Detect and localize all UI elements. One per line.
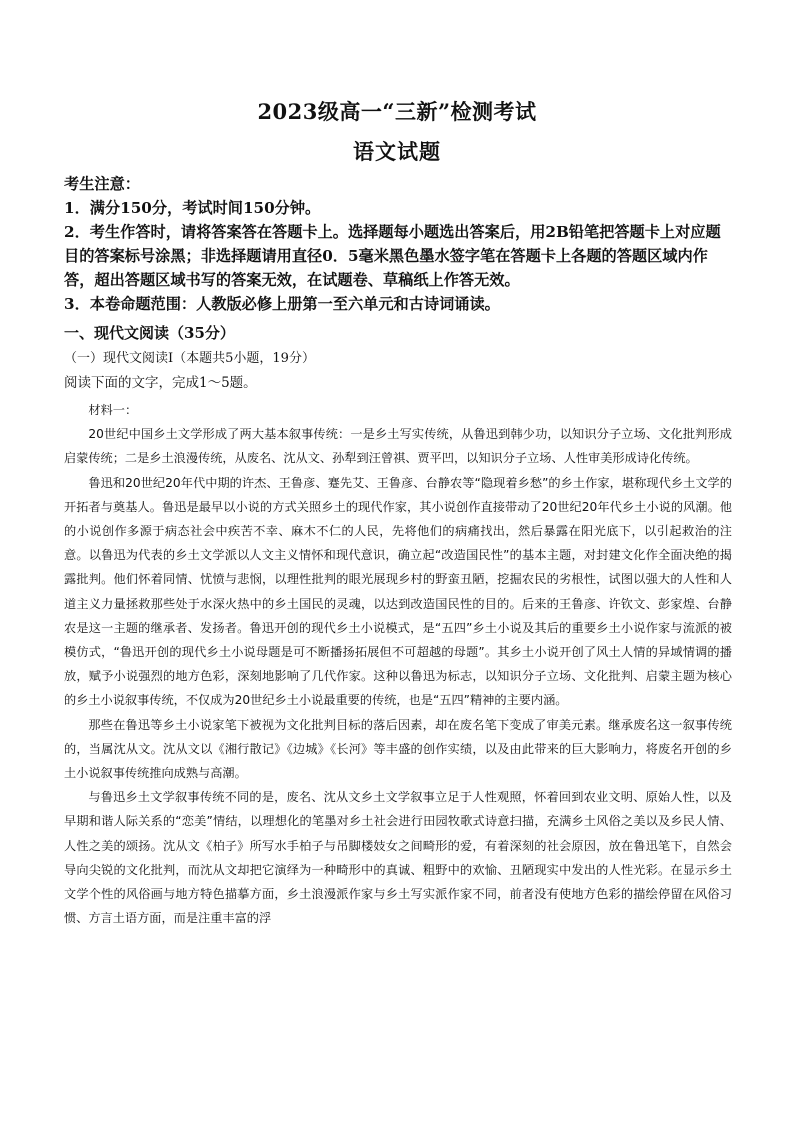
material-paragraph: 那些在鲁迅等乡土小说家笔下被视为文化批判目标的落后因素，却在废名笔下变成了审美元素。继承废名这一叙事传统的，当属沈从文。沈从文以《湘行散记》《边城》《长河》等丰盛的创作实绩，以及由此带来的巨大影响力，将废名开创的乡土小说叙事传统推向成熟与高潮。 <box>64 717 732 781</box>
material-paragraph: 20世纪中国乡土文学形成了两大基本叙事传统：一是乡土写实传统，从鲁迅到韩少功，以知识分子立场、文化批判形成启蒙传统；二是乡土浪漫传统，从废名、沈从文、孙犁到汪曾祺、贾平凹，以知识分子立场、人性审美形成诗化传统。 <box>64 427 732 466</box>
exam-title: 2023级高一“三新”检测考试 <box>257 99 537 124</box>
notice-item: 2．考生作答时，请将答案答在答题卡上。选择题每小题选出答案后，用2B铅笔把答题卡上对应题目的答案标号涂黑；非选择题请用直径0．5毫米黑色墨水签字笔在答题卡上各题的答题区域内作答，超出答题区域书写的答案无效，在试题卷、草稿纸上作答无效。 <box>64 223 721 289</box>
material-paragraph: 鲁迅和20世纪20年代中期的许杰、王鲁彦、蹇先艾、王鲁彦、台静农等“隐现着乡愁”的乡土作家，堪称现代乡土文学的开拓者与奠基人。鲁迅是最早以小说的方式关照乡土的现代作家，其小说创作直接带动了20世纪20年代乡土小说的风潮。他的小说创作多源于病态社会中疾苦不幸、麻木不仁的人民，先将他们的病痛找出，然后暴露在阳光底下，以引起救治的注意。以鲁迅为代表的乡土文学派以人文主义情怀和现代意识，确立起“改造国民性”的基本主题，对封建文化作全面决绝的揭露批判。他们怀着同情、忧愤与悲悯，以理性批判的眼光展现乡村的野蛮丑陋，挖掘农民的劣根性，试图以强大的人性和人道主义力量拯救那些处于水深火热中的乡土国民的灵魂，以达到改造国民性的目的。后来的王鲁彦、许钦文、彭家煌、台静农是这一主题的继承者、发扬者。鲁迅开创的现代乡土小说模式，是“五四”乡土小说及其后的重要乡土小说作家与流派的被模仿式，“鲁迅开创的现代乡土小说母题是可不断播扬拓展但不可超越的母题”。其乡土小说开创了风土人情的异域情调的播放，赋予小说强烈的地方色彩，深刻地影响了几代作家。这种以鲁迅为标志，以知识分子立场、文化批判、启蒙主题为核心的乡土小说叙事传统，不仅成为20世纪乡土小说最重要的传统，也是“五四”精神的主要内涵。 <box>64 475 732 708</box>
notice-item: 3．本卷命题范围：人教版必修上册第一至六单元和古诗词诵读。 <box>64 295 500 313</box>
material-paragraph: 与鲁迅乡土文学叙事传统不同的是，废名、沈从文乡土文学叙事立足于人性观照，怀着回到农业文明、原始人性，以及早期和谐人际关系的“恋美”情结，以理想化的笔墨对乡土社会进行田园牧歌式诗意扫描，充满乡土风俗之美以及乡民人情、人性之美的颂扬。沈从文《柏子》所写水手柏子与吊脚楼妓女之间畸形的爱，有着深刻的社会原因，放在鲁迅笔下，自然会导向尖锐的文化批判，而沈从文却把它演绎为一种畸形中的真诚、粗野中的欢愉、丑陋现实中发出的人性光彩。在显示乡土文学个性的风俗画与地方特色描摹方面，乡土浪漫派作家与乡土写实派作家不同，前者没有使地方色彩的描绘停留在风俗习惯、方言土语方面，而是注重丰富的浮 <box>64 790 732 926</box>
section-subheading: （一）现代文阅读Ⅰ（本题共5小题，19分） <box>64 351 315 366</box>
notice-item: 1．满分150分，考试时间150分钟。 <box>64 199 321 217</box>
material-label: 材料一： <box>88 403 138 417</box>
notice-heading: 考生注意： <box>64 175 140 193</box>
candidate-notice <box>64 172 732 316</box>
reading-instruction: 阅读下面的文字，完成1～5题。 <box>64 375 257 391</box>
reading-material <box>64 398 732 930</box>
section-heading: 一、现代文阅读（35分） <box>64 324 235 342</box>
subject-title: 语文试题 <box>353 139 441 164</box>
